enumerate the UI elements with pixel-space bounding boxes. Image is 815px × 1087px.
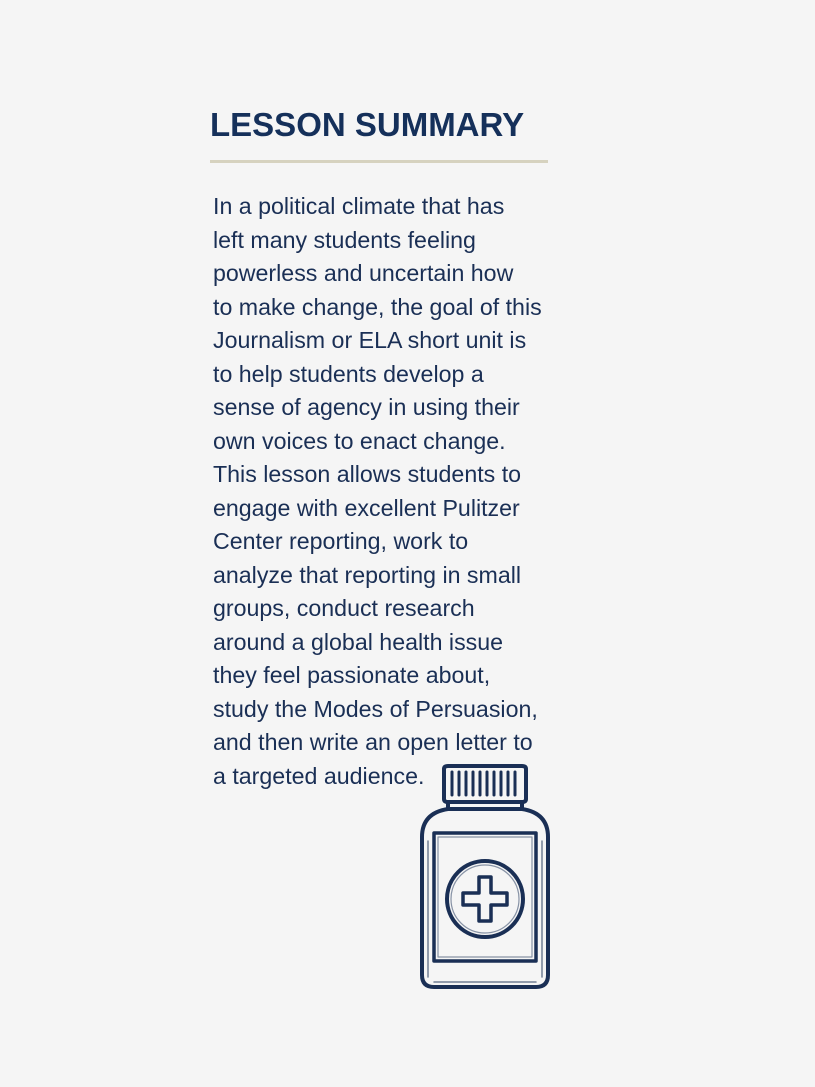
section-heading: LESSON SUMMARY bbox=[210, 106, 525, 143]
medicine-bottle-icon bbox=[418, 763, 553, 993]
summary-paragraph: In a political climate that has left many students feeling powerless and uncertain how to make change, the goal of this Journalism or ELA short unit is to help students develop a sense of agency in using their own voices to enact change. This lesson allows students to engage with excellent Pulitzer Center reporting, work to analyze that reporting in small groups, conduct research around a global health issue they feel passionate about, study the Modes of Persuasion, and then write an open letter to a targeted audience. bbox=[213, 193, 542, 789]
heading-divider bbox=[210, 160, 548, 163]
lesson-summary-section bbox=[210, 104, 555, 793]
